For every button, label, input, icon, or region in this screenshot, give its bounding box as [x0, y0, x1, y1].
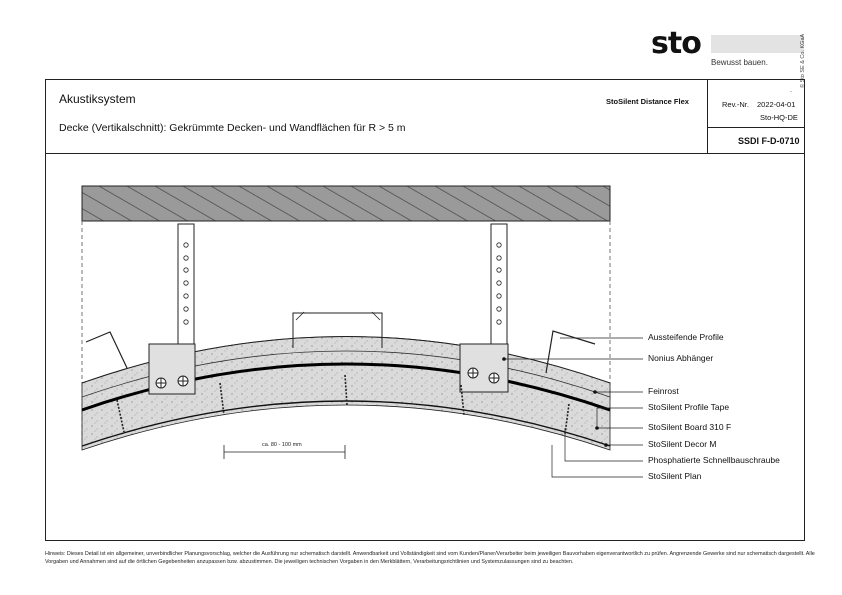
label-board-310f: StoSilent Board 310 F [648, 422, 732, 432]
bracket-left [149, 344, 195, 394]
copyright-vertical: © Sto SE & Co. KGaA [800, 33, 806, 88]
label-stosilent-plan: StoSilent Plan [648, 471, 702, 481]
label-profile-tape: StoSilent Profile Tape [648, 402, 730, 412]
concrete-slab [82, 186, 610, 221]
label-nonius-abhaenger: Nonius Abhänger [648, 353, 714, 363]
stiffening-profile-left [86, 332, 127, 368]
product-name: StoSilent Distance Flex [606, 97, 689, 106]
bracket-right [460, 344, 508, 392]
revision-org: Sto-HQ-DE [760, 113, 798, 122]
revision-label: Rev.-Nr. [722, 100, 749, 109]
page-title: Akustiksystem [59, 92, 136, 106]
revision-date: 2022-04-01 [757, 100, 796, 109]
document-number: SSDI F-D-0710 [738, 136, 800, 146]
label-aussteifende-profile: Aussteifende Profile [648, 332, 724, 342]
tagline: Bewusst bauen. [711, 58, 768, 67]
corner-mark: . [790, 87, 792, 94]
dimension-label: ca. 80 - 100 mm [262, 442, 302, 448]
label-schnellbauschraube: Phosphatierte Schnellbauschraube [648, 455, 780, 465]
label-decor-m: StoSilent Decor M [648, 439, 717, 449]
sto-logo: sto [651, 26, 701, 61]
label-feinrost: Feinrost [648, 386, 679, 396]
footer-note: Hinweis: Dieses Detail ist ein allgemeiner, unverbindlicher Planungsvorschlag, welcher die Ausführung nur schematisch darstellt. Anwendbarkeit und Vollständigkeit sind vom Kunden/Planer/Verarbeiter beim jeweiligen Bauvorhaben eigenverantwortlich zu prüfen. Angrenzende Gewerke sind nur schematisch dargestellt. Alle Vorgaben und Annahmen sind auf die örtlichen Gegebenheiten anzupassen bzw. abzustimmen. Die jeweiligen technischen Vorgaben in den Merkblättern, Verarbeitungsrichtlinien und Systemzulassungen sind zu beachten. [45, 551, 815, 565]
page-subtitle: Decke (Vertikalschnitt): Gekrümmte Decken- und Wandflächen für R > 5 m [59, 122, 406, 134]
